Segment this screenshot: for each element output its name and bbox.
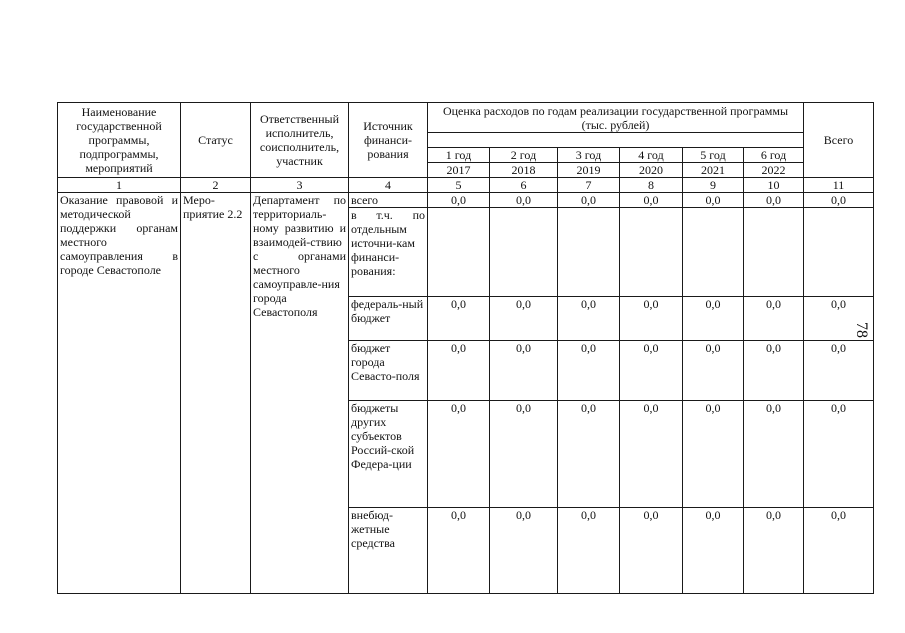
value-cell: 0,0 — [744, 193, 804, 208]
value-cell: 0,0 — [683, 297, 744, 341]
column-number: 10 — [744, 178, 804, 193]
value-cell: 0,0 — [744, 297, 804, 341]
value-cell: 0,0 — [490, 508, 558, 594]
value-cell: 0,0 — [490, 401, 558, 508]
value-cell: 0,0 — [620, 297, 683, 341]
value-cell: 0,0 — [804, 193, 874, 208]
value-cell — [558, 208, 620, 297]
table-row — [58, 193, 874, 208]
value-cell: 0,0 — [558, 341, 620, 401]
column-number: 5 — [428, 178, 490, 193]
header-total: Всего — [804, 103, 874, 178]
value-cell: 0,0 — [804, 401, 874, 508]
source-label: всего — [349, 193, 428, 208]
value-cell — [490, 208, 558, 297]
program-name-cell: Оказание правовой и методической поддержки органам местного самоуправления в городе Севастополе — [58, 193, 181, 594]
value-cell: 0,0 — [620, 193, 683, 208]
value-cell: 0,0 — [744, 401, 804, 508]
source-label: бюджеты других субъектов Россий-ской Федера-ции — [349, 401, 428, 508]
column-number: 3 — [251, 178, 349, 193]
value-cell: 0,0 — [683, 401, 744, 508]
column-number: 4 — [349, 178, 428, 193]
value-cell: 0,0 — [620, 341, 683, 401]
column-numbers-row — [58, 178, 874, 193]
value-cell: 0,0 — [558, 401, 620, 508]
column-number: 1 — [58, 178, 181, 193]
column-number: 2 — [181, 178, 251, 193]
column-number: 9 — [683, 178, 744, 193]
page-number: 78 — [853, 322, 870, 338]
value-cell: 0,0 — [558, 193, 620, 208]
column-number: 11 — [804, 178, 874, 193]
value-cell: 0,0 — [558, 297, 620, 341]
responsible-cell: Департамент по территориаль-ному развитию и взаимодей-ствию с органами местного самоуправле-ния города Севастополя — [251, 193, 349, 594]
year-value: 2022 — [744, 163, 804, 178]
year-label: 3 год — [558, 148, 620, 163]
header-name: Наименование государственной программы, подпрограммы, мероприятий — [58, 103, 181, 178]
value-cell: 0,0 — [744, 508, 804, 594]
header-responsible: Ответственный исполнитель, соисполнитель, участник — [251, 103, 349, 178]
year-value: 2018 — [490, 163, 558, 178]
value-cell: 0,0 — [620, 508, 683, 594]
column-number: 7 — [558, 178, 620, 193]
value-cell: 0,0 — [428, 508, 490, 594]
year-label: 6 год — [744, 148, 804, 163]
year-label: 4 год — [620, 148, 683, 163]
budget-table — [57, 102, 874, 594]
value-cell: 0,0 — [683, 193, 744, 208]
value-cell: 0,0 — [428, 297, 490, 341]
source-label: федераль-ный бюджет — [349, 297, 428, 341]
value-cell: 0,0 — [428, 401, 490, 508]
value-cell: 0,0 — [558, 508, 620, 594]
source-label: в т.ч. по отдельным источни-кам финанси-рования: — [349, 208, 428, 297]
year-label: 5 год — [683, 148, 744, 163]
value-cell: 0,0 — [804, 508, 874, 594]
value-cell: 0,0 — [683, 341, 744, 401]
status-cell: Меро-приятие 2.2 — [181, 193, 251, 594]
value-cell: 0,0 — [490, 297, 558, 341]
year-value: 2021 — [683, 163, 744, 178]
source-label: внебюд-жетные средства — [349, 508, 428, 594]
value-cell: 0,0 — [620, 401, 683, 508]
header-source: Источник финанси-рования — [349, 103, 428, 178]
value-cell — [744, 208, 804, 297]
value-cell: 0,0 — [683, 508, 744, 594]
value-cell: 0,0 — [490, 341, 558, 401]
source-label: бюджет города Севасто-поля — [349, 341, 428, 401]
value-cell — [683, 208, 744, 297]
value-cell: 0,0 — [804, 297, 874, 341]
column-number: 8 — [620, 178, 683, 193]
value-cell — [620, 208, 683, 297]
value-cell — [428, 208, 490, 297]
value-cell: 0,0 — [744, 341, 804, 401]
year-label: 2 год — [490, 148, 558, 163]
header-estimate-spacer — [428, 133, 804, 148]
column-number: 6 — [490, 178, 558, 193]
year-value: 2020 — [620, 163, 683, 178]
header-status: Статус — [181, 103, 251, 178]
year-value: 2017 — [428, 163, 490, 178]
year-value: 2019 — [558, 163, 620, 178]
value-cell: 0,0 — [490, 193, 558, 208]
header-estimate: Оценка расходов по годам реализации государственной программы (тыс. рублей) — [428, 103, 804, 133]
value-cell: 0,0 — [804, 341, 874, 401]
value-cell — [804, 208, 874, 297]
header-row-1 — [58, 103, 874, 133]
value-cell: 0,0 — [428, 193, 490, 208]
year-label: 1 год — [428, 148, 490, 163]
value-cell: 0,0 — [428, 341, 490, 401]
